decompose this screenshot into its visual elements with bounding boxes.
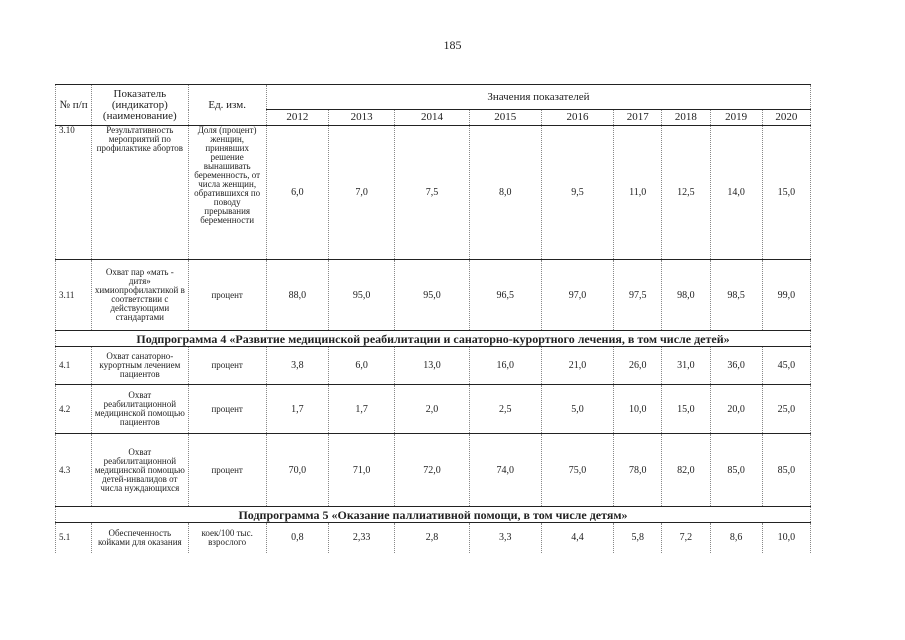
row-value: 3,3: [469, 523, 541, 553]
row-value: 0,8: [266, 523, 328, 553]
row-indicator: Охват реабилитационной медицинской помощью пациентов: [92, 385, 188, 434]
row-num: 4.2: [56, 385, 92, 434]
row-value: 7,0: [329, 126, 395, 260]
row-value: 2,0: [395, 385, 469, 434]
header-year: 2018: [662, 110, 710, 126]
row-value: 31,0: [662, 347, 710, 385]
table-row: [56, 523, 811, 553]
header-year: 2016: [541, 110, 613, 126]
row-value: 2,8: [395, 523, 469, 553]
row-value: 4,4: [541, 523, 613, 553]
row-num: 4.1: [56, 347, 92, 385]
row-value: 5,0: [541, 385, 613, 434]
row-unit: процент: [188, 385, 266, 434]
row-value: 15,0: [762, 126, 810, 260]
row-indicator: Охват пар «мать - дитя» химиопрофилактикой в соответствии с действующими стандартами: [92, 260, 188, 331]
header-year: 2015: [469, 110, 541, 126]
row-value: 97,0: [541, 260, 613, 331]
row-value: 98,0: [662, 260, 710, 331]
row-value: 26,0: [614, 347, 662, 385]
row-value: 98,5: [710, 260, 762, 331]
row-value: 78,0: [614, 434, 662, 507]
row-value: 70,0: [266, 434, 328, 507]
row-value: 6,0: [329, 347, 395, 385]
row-indicator: Охват санаторно-курортным лечением пациентов: [92, 347, 188, 385]
row-value: 10,0: [762, 523, 810, 553]
row-value: 97,5: [614, 260, 662, 331]
row-value: 45,0: [762, 347, 810, 385]
row-value: 9,5: [541, 126, 613, 260]
header-year: 2017: [614, 110, 662, 126]
header-indicator: Показатель (индикатор) (наименование): [92, 85, 188, 126]
row-value: 7,5: [395, 126, 469, 260]
subprogram-5-title: Подпрограмма 5 «Оказание паллиативной помощи, в том числе детям»: [56, 507, 811, 523]
row-value: 2,33: [329, 523, 395, 553]
row-value: 8,0: [469, 126, 541, 260]
row-value: 13,0: [395, 347, 469, 385]
row-num: 3.10: [56, 126, 92, 260]
subprogram-row: [56, 507, 811, 523]
row-value: 3,8: [266, 347, 328, 385]
row-value: 71,0: [329, 434, 395, 507]
header-num: № п/п: [56, 85, 92, 126]
row-value: 7,2: [662, 523, 710, 553]
subprogram-row: [56, 331, 811, 347]
row-value: 99,0: [762, 260, 810, 331]
row-value: 85,0: [710, 434, 762, 507]
row-value: 21,0: [541, 347, 613, 385]
row-value: 5,8: [614, 523, 662, 553]
table-row: [56, 260, 811, 331]
header-year: 2019: [710, 110, 762, 126]
table-row: [56, 347, 811, 385]
row-value: 72,0: [395, 434, 469, 507]
header-unit: Ед. изм.: [188, 85, 266, 126]
row-value: 2,5: [469, 385, 541, 434]
table-row: [56, 385, 811, 434]
row-value: 10,0: [614, 385, 662, 434]
row-value: 15,0: [662, 385, 710, 434]
page-number: 185: [443, 38, 462, 52]
row-value: 14,0: [710, 126, 762, 260]
row-indicator: Охват реабилитационной медицинской помощью детей-инвалидов от числа нуждающихся: [92, 434, 188, 507]
header-row: [56, 85, 811, 110]
row-value: 16,0: [469, 347, 541, 385]
row-value: 75,0: [541, 434, 613, 507]
row-value: 6,0: [266, 126, 328, 260]
row-unit: процент: [188, 434, 266, 507]
row-num: 4.3: [56, 434, 92, 507]
row-value: 12,5: [662, 126, 710, 260]
header-year: 2013: [329, 110, 395, 126]
row-value: 25,0: [762, 385, 810, 434]
row-value: 8,6: [710, 523, 762, 553]
row-value: 82,0: [662, 434, 710, 507]
row-indicator: Результативность мероприятий по профилактике абортов: [92, 126, 188, 260]
row-num: 3.11: [56, 260, 92, 331]
row-value: 11,0: [614, 126, 662, 260]
header-year: 2012: [266, 110, 328, 126]
row-value: 95,0: [329, 260, 395, 331]
row-value: 85,0: [762, 434, 810, 507]
row-value: 74,0: [469, 434, 541, 507]
table-row: [56, 434, 811, 507]
row-value: 1,7: [329, 385, 395, 434]
header-values: Значения показателей: [266, 85, 810, 110]
row-value: 88,0: [266, 260, 328, 331]
row-value: 36,0: [710, 347, 762, 385]
row-num: 5.1: [56, 523, 92, 553]
row-unit: процент: [188, 260, 266, 331]
row-unit: коек/100 тыс. взрослого: [188, 523, 266, 553]
row-value: 95,0: [395, 260, 469, 331]
row-unit: процент: [188, 347, 266, 385]
header-year: 2014: [395, 110, 469, 126]
row-value: 1,7: [266, 385, 328, 434]
table-row: [56, 126, 811, 260]
row-value: 96,5: [469, 260, 541, 331]
row-indicator: Обеспеченность койками для оказания: [92, 523, 188, 553]
header-year: 2020: [762, 110, 810, 126]
subprogram-4-title: Подпрограмма 4 «Развитие медицинской реабилитации и санаторно-курортного лечения, в том числе детей»: [56, 331, 811, 347]
row-value: 20,0: [710, 385, 762, 434]
indicators-table: [55, 84, 811, 553]
row-unit: Доля (процент) женщин, принявших решение вынашивать беременность, от числа женщин, обратившихся по поводу прерывания беременности: [188, 126, 266, 260]
